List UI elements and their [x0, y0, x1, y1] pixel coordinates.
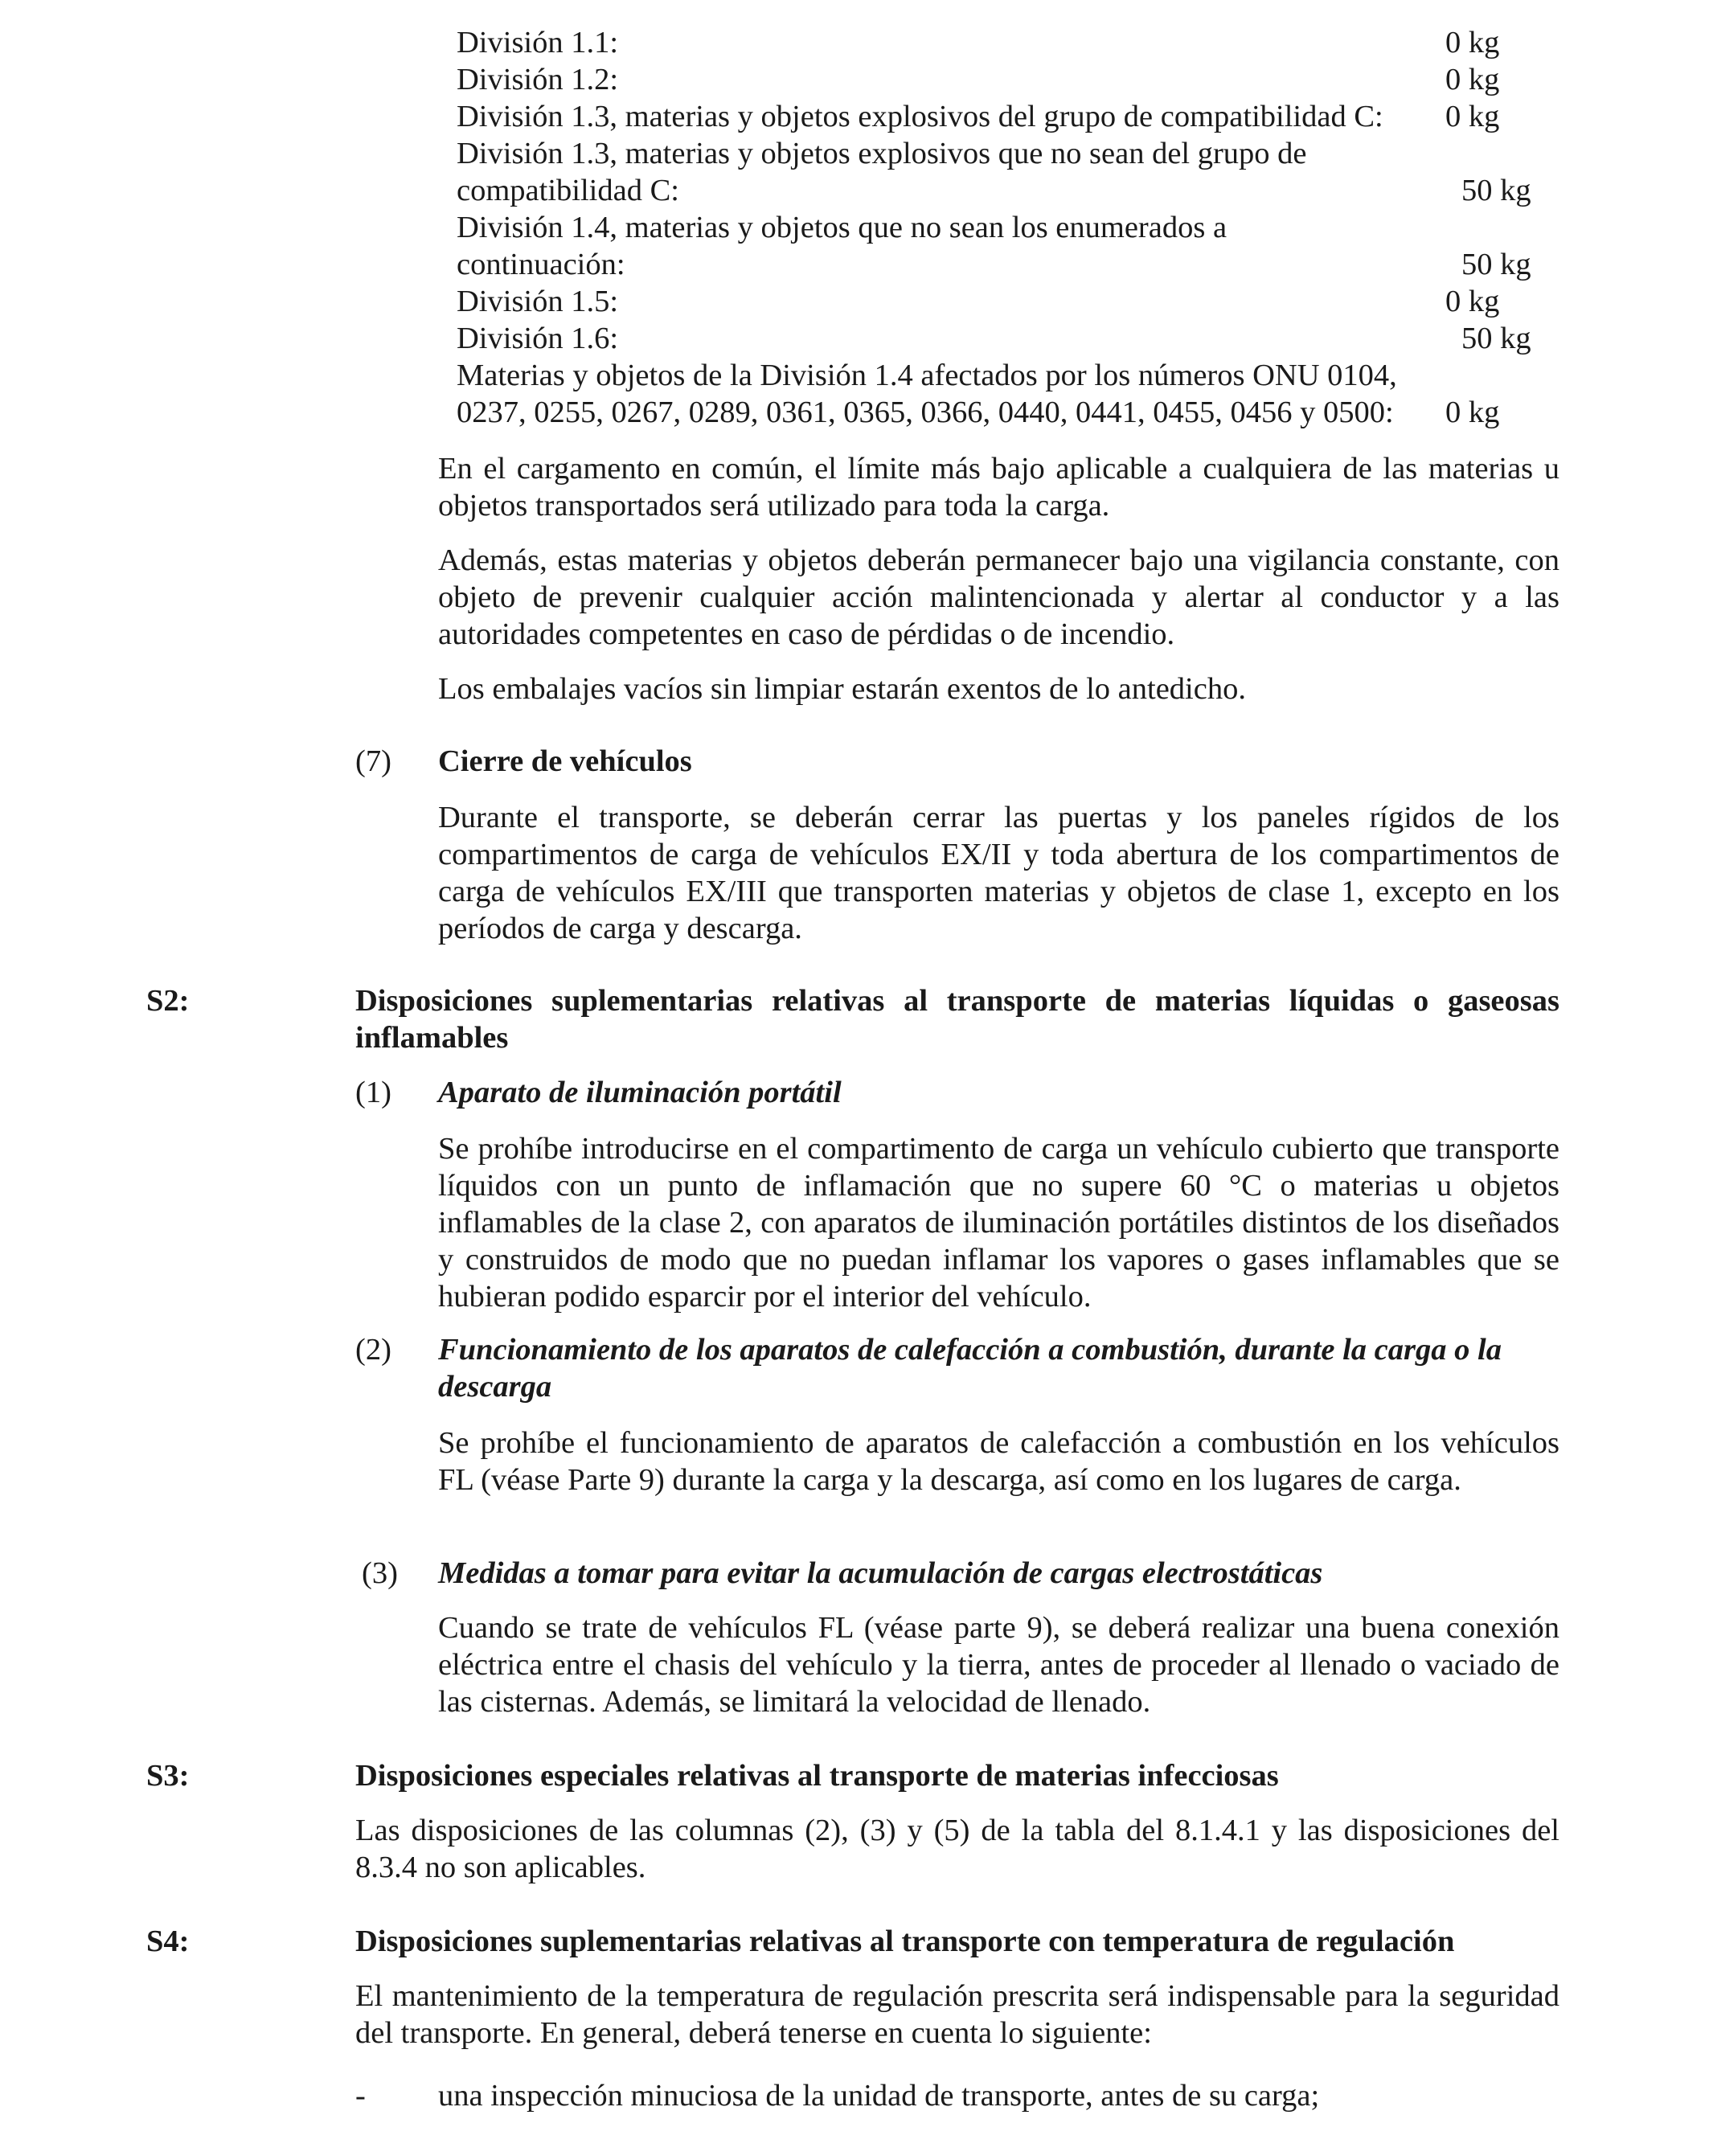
section-label-s2: S2: — [146, 984, 190, 1018]
division-row — [457, 209, 1550, 283]
division-label: Materias y objetos de la División 1.4 afectados por los números ONU 0104, 0237, 0255, 0267, 0289, 0361, 0365, 0366, 0440, 0441, 0455, 0456 y 0500: — [457, 359, 1397, 429]
division-label: División 1.5: — [457, 285, 619, 318]
division-row — [457, 135, 1550, 209]
paragraph-common-load: En el cargamento en común, el límite más bajo aplicable a cualquiera de las materias u objetos transportados será utilizado para toda la carga. — [438, 452, 1559, 523]
division-label: División 1.2: — [457, 63, 619, 96]
item-text-heating-appliances: Se prohíbe el funcionamiento de aparatos de calefacción a combustión en los vehículos FL (véase Parte 9) durante la carga y la descarga, así como en los lugares de carga. — [438, 1426, 1559, 1497]
section-text-s3: Las disposiciones de las columnas (2), (3) y (5) de la tabla del 8.1.4.1 y las disposiciones del 8.3.4 no son aplicables. — [355, 1814, 1559, 1884]
paragraph-surveillance: Además, estas materias y objetos deberán permanecer bajo una vigilancia constante, con objeto de prevenir cualquier acción malintencionada y alertar al conductor y a las autoridades competentes en caso de pérdidas o de incendio. — [438, 543, 1559, 651]
division-row — [457, 320, 1550, 357]
item-number: (2) — [355, 1333, 391, 1367]
item-title-electrostatic: Medidas a tomar para evitar la acumulación de cargas electrostáticas — [438, 1556, 1323, 1590]
item-number: (1) — [355, 1076, 391, 1109]
division-value: 50 kg — [1461, 322, 1531, 355]
division-label: División 1.4, materias y objetos que no sean los enumerados a continuación: — [457, 211, 1227, 281]
section-label-s4: S4: — [146, 1924, 190, 1958]
section-text-s4: El mantenimiento de la temperatura de regulación prescrita será indispensable para la seguridad del transporte. En general, deberá tenerse en cuenta lo siguiente: — [355, 1979, 1559, 2050]
item-text-portable-lighting: Se prohíbe introducirse en el compartimento de carga un vehículo cubierto que transporte líquidos con un punto de inflamación que no supere 60 °C o materias u objetos inflamables de la clase 2, con aparatos de iluminación portátiles distintos de los diseñados y construidos de modo que no puedan inflamar los vapores o gases inflamables que se hubieran podido esparcir por el interior del vehículo. — [438, 1132, 1559, 1314]
division-value: 0 kg — [1445, 26, 1500, 59]
paragraph-empty-packaging: Los embalajes vacíos sin limpiar estarán exentos de lo antedicho. — [438, 672, 1246, 706]
division-value: 0 kg — [1445, 285, 1500, 318]
item-text-vehicle-closing: Durante el transporte, se deberán cerrar las puertas y los paneles rígidos de los compartimentos de carga de vehículos EX/II y toda abertura de los compartimentos de carga de vehículos EX/III que transporten materias y objetos de clase 1, excepto en los períodos de carga y descarga. — [438, 801, 1559, 945]
division-row — [457, 24, 1550, 61]
division-row — [457, 283, 1550, 320]
division-value: 0 kg — [1445, 63, 1500, 96]
division-row — [457, 357, 1550, 431]
division-value: 50 kg — [1461, 248, 1531, 281]
division-limits-table — [457, 24, 1550, 431]
item-text-electrostatic: Cuando se trate de vehículos FL (véase parte 9), se deberá realizar una buena conexión eléctrica entre el chasis del vehículo y la tierra, antes de proceder al llenado o vaciado de las cisternas. Además, se limitará la velocidad de llenado. — [438, 1611, 1559, 1719]
division-value: 50 kg — [1461, 174, 1531, 207]
division-row — [457, 61, 1550, 98]
item-number: (3) — [362, 1556, 398, 1590]
division-value: 0 kg — [1445, 100, 1500, 133]
item-title-heating-appliances: Funcionamiento de los aparatos de calefacción a combustión, durante la carga o la descarga — [438, 1333, 1502, 1404]
bullet-text: una inspección minuciosa de la unidad de transporte, antes de su carga; — [438, 2079, 1320, 2113]
division-label: División 1.3, materias y objetos explosivos que no sean del grupo de compatibilidad C: — [457, 137, 1307, 207]
division-label: División 1.1: — [457, 26, 619, 59]
section-label-s3: S3: — [146, 1759, 190, 1793]
division-label: División 1.3, materias y objetos explosivos del grupo de compatibilidad C: — [457, 100, 1383, 133]
section-title-s3: Disposiciones especiales relativas al transporte de materias infecciosas — [355, 1759, 1279, 1793]
item-title-portable-lighting: Aparato de iluminación portátil — [438, 1076, 842, 1109]
division-value: 0 kg — [1445, 396, 1500, 429]
division-row — [457, 98, 1550, 135]
section-title-s2: Disposiciones suplementarias relativas al transporte de materias líquidas o gaseosas inflamables — [355, 984, 1559, 1055]
bullet-marker: - — [355, 2079, 366, 2113]
division-label: División 1.6: — [457, 322, 619, 355]
item-number: (7) — [355, 744, 391, 778]
item-title-vehicle-closing: Cierre de vehículos — [438, 744, 692, 778]
section-title-s4: Disposiciones suplementarias relativas al transporte con temperatura de regulación — [355, 1924, 1455, 1958]
